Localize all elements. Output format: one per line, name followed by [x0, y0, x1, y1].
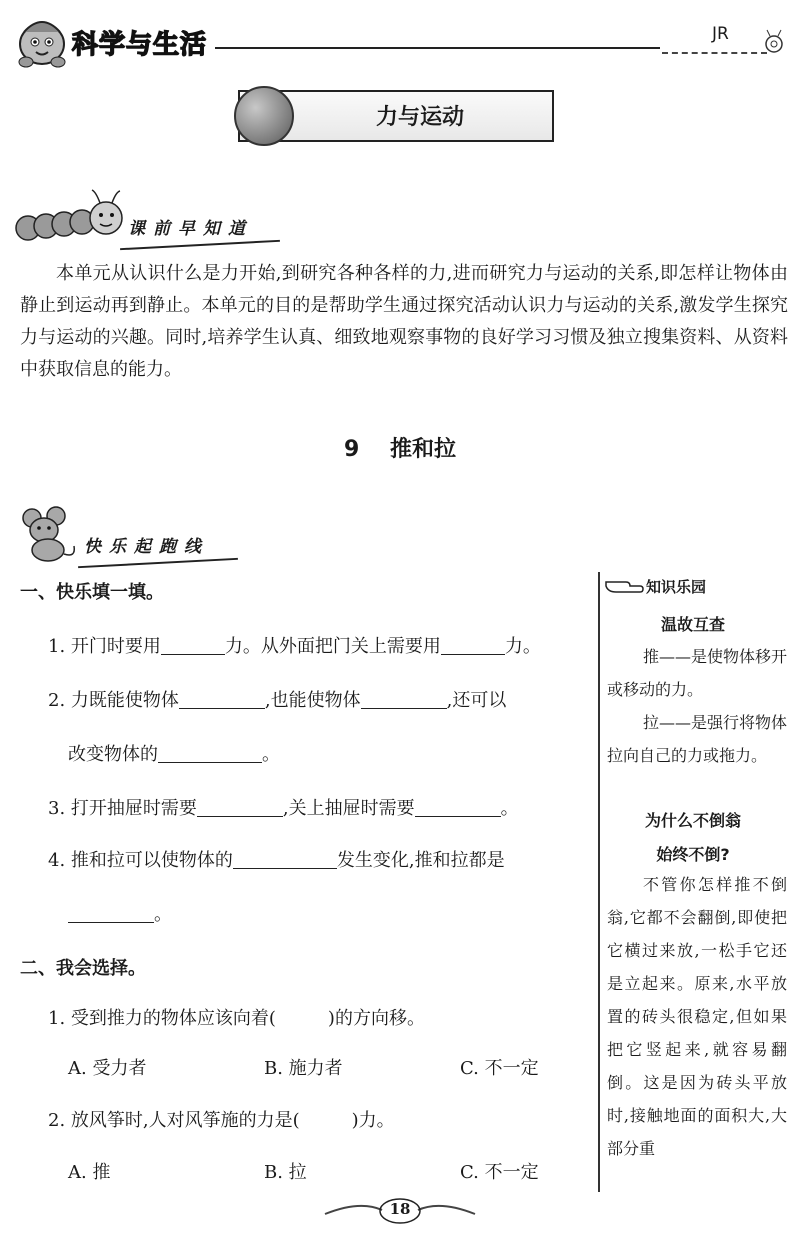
q2-text-e: 。: [262, 744, 280, 765]
sidebar-heading: 知识乐园: [646, 578, 707, 596]
q2-text-c: ,还可以: [446, 690, 507, 711]
sidebar-push: 推——是使物体移开或移动的力。: [607, 647, 788, 699]
q4-blank-2[interactable]: [68, 902, 154, 923]
preview-text-block: [20, 258, 788, 386]
practice-banner: 快乐起跑线: [84, 537, 209, 557]
q3-text-b: ,关上抽屉时需要: [282, 798, 415, 819]
cq2-option-b[interactable]: B. 拉: [264, 1162, 307, 1183]
q3-blank-2[interactable]: [415, 796, 501, 817]
fill-question-4-cont: [68, 900, 172, 926]
fill-question-2: [48, 686, 506, 712]
q1-text-a: 1. 开门时要用: [48, 636, 161, 657]
series-title: 科学与生活: [72, 30, 208, 60]
q1-text-b: 力。从外面把门关上需要用: [224, 636, 441, 657]
snail-icon: [760, 28, 788, 56]
q1-blank-1[interactable]: [161, 634, 225, 655]
practice-banner-line: [78, 558, 238, 568]
mascot-logo: [14, 14, 70, 70]
fill-question-4: [48, 846, 505, 872]
page-number: 18: [389, 1200, 411, 1218]
cq1-option-a[interactable]: A. 受力者: [68, 1058, 147, 1079]
cq2-text-a: 2. 放风筝时,人对风筝施的力是(: [48, 1110, 300, 1131]
lesson-name: 推和拉: [389, 437, 456, 462]
section2-heading: 二、我会选择。: [20, 958, 146, 979]
sidebar-sub1: 温故互查: [660, 615, 725, 634]
choice-question-1: [48, 1004, 425, 1030]
pointing-hand-icon: [604, 572, 644, 600]
sidebar-paragraph: 不管你怎样推不倒翁,它都不会翻倒,即使把它横过来放,一松手它还是立起来。原来,水平放置的砖头很稳定,但如果把它竖起来,就容易翻倒。这是因为砖头平放时,接触地面的面积大,大部分重: [607, 875, 787, 1158]
q1-text-c: 力。: [504, 636, 541, 657]
q4-text-c: 。: [154, 904, 172, 925]
header-rule: [215, 47, 660, 49]
q2-text-b: ,也能使物体: [264, 690, 361, 711]
q2-text-d: 改变物体的: [68, 744, 158, 765]
fill-question-3: [48, 794, 519, 820]
header-dashed-rule: [662, 52, 767, 54]
cq1-option-b[interactable]: B. 施力者: [264, 1058, 343, 1079]
edition-label: JR: [712, 24, 729, 44]
caterpillar-icon: [14, 188, 124, 250]
q2-blank-1[interactable]: [179, 688, 265, 709]
q3-text-c: 。: [500, 798, 519, 819]
fill-question-1: [48, 632, 541, 658]
q3-blank-1[interactable]: [197, 796, 283, 817]
q2-text-a: 2. 力既能使物体: [48, 690, 179, 711]
preview-banner: 课前早知道: [128, 219, 253, 239]
sidebar-sub2b: 始终不倒?: [656, 845, 730, 864]
fill-question-2-cont: [68, 740, 280, 766]
preview-banner-line: [120, 240, 280, 250]
cq2-option-c[interactable]: C. 不一定: [460, 1162, 539, 1183]
q1-blank-2[interactable]: [441, 634, 505, 655]
q3-text-a: 3. 打开抽屉时需要: [48, 798, 197, 819]
q4-text-a: 4. 推和拉可以使物体的: [48, 850, 233, 871]
q4-blank-1[interactable]: [233, 848, 337, 869]
section1-heading: 一、快乐填一填。: [20, 582, 164, 603]
unit-title-circle: [234, 86, 294, 146]
sidebar-pull: 拉——是强行将物体拉向自己的力或拖力。: [607, 713, 788, 765]
unit-title: 力与运动: [375, 105, 464, 130]
q2-blank-2[interactable]: [361, 688, 447, 709]
cq1-option-c[interactable]: C. 不一定: [460, 1058, 539, 1079]
cq2-text-b: )力。: [351, 1110, 395, 1131]
q4-text-b: 发生变化,推和拉都是: [336, 850, 505, 871]
lesson-title: [0, 432, 800, 463]
cq1-text-a: 1. 受到推力的物体应该向着(: [48, 1008, 276, 1029]
mouse-icon: [18, 506, 80, 564]
cq2-option-a[interactable]: A. 推: [68, 1162, 111, 1183]
sidebar-sub2a: 为什么不倒翁: [644, 811, 741, 830]
lesson-number: 9: [344, 437, 360, 462]
cq1-text-b: )的方向移。: [327, 1008, 425, 1029]
q2-blank-3[interactable]: [158, 742, 262, 763]
preview-paragraph: 本单元从认识什么是力开始,到研究各种各样的力,进而研究力与运动的关系,即怎样让物体由静止到运动再到静止。本单元的目的是帮助学生通过探究活动认识力与运动的关系,激发学生探究力与运动的兴趣。同时,培养学生认真、细致地观察事物的良好学习习惯及独立搜集资料、从资料中获取信息的能力。: [20, 263, 788, 380]
choice-question-2: [48, 1106, 395, 1132]
